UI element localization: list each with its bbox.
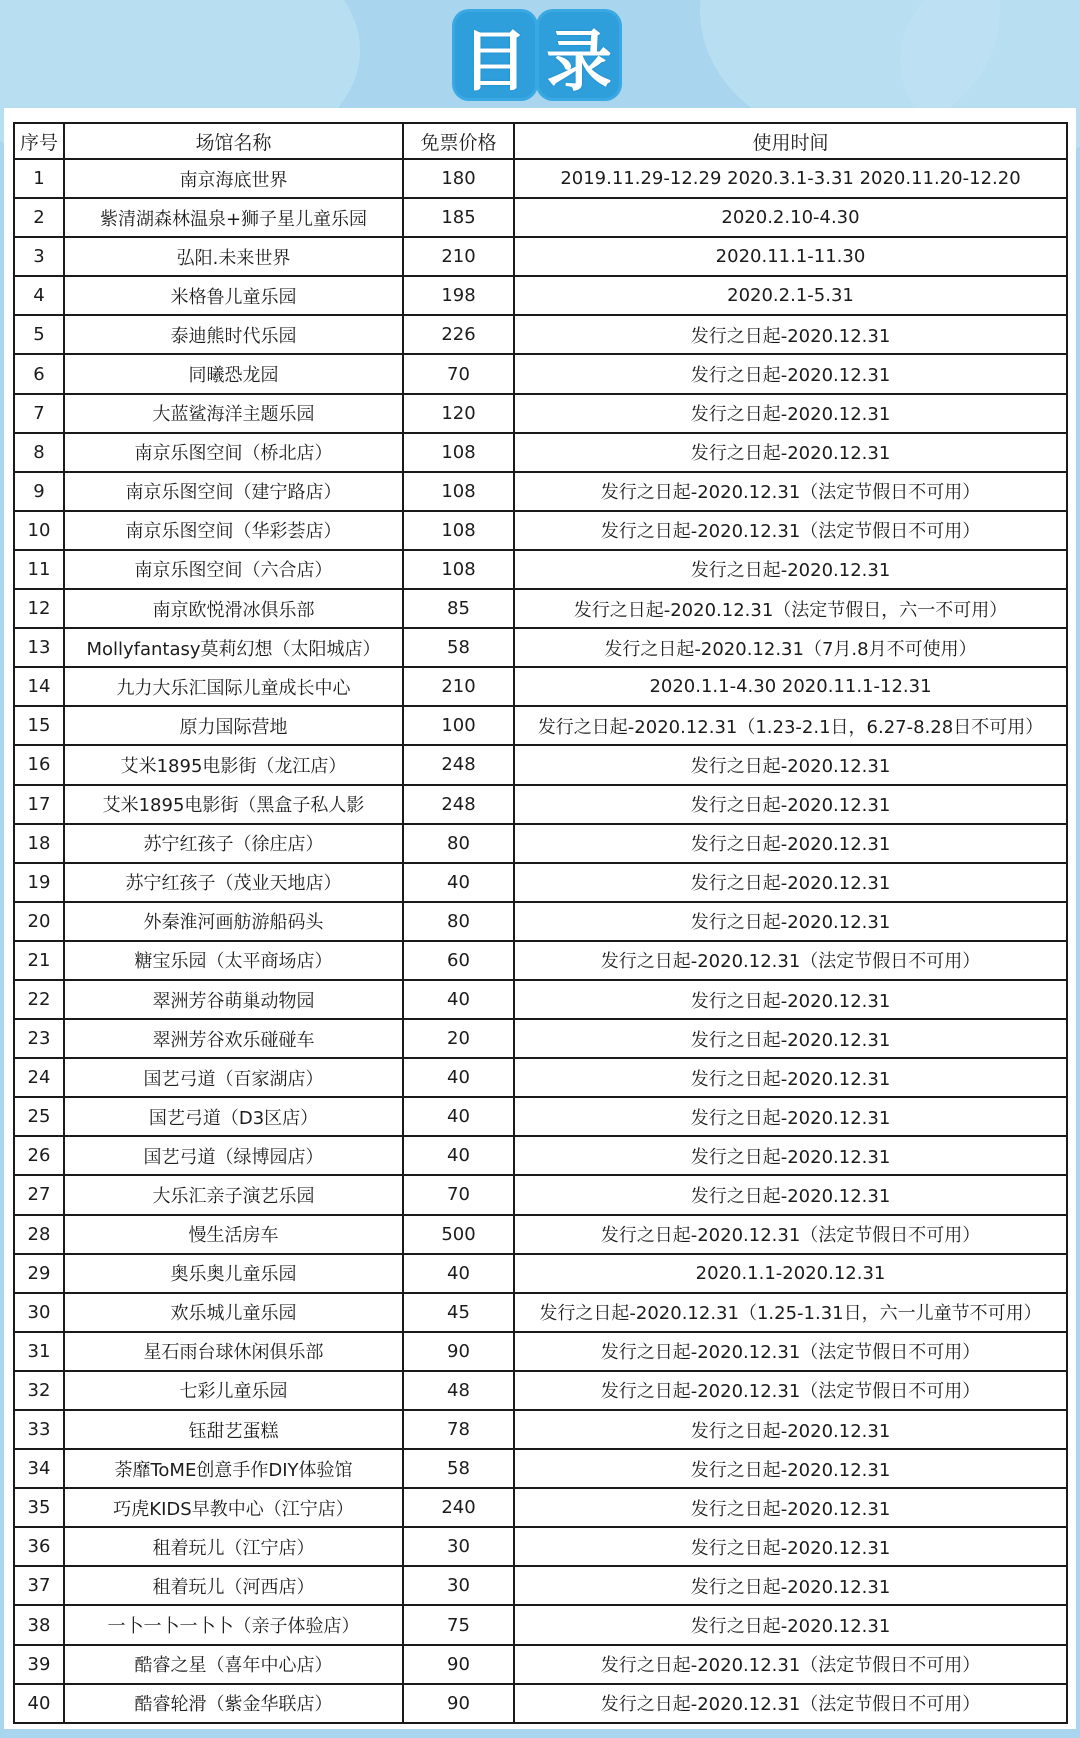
cell-venue-name: Mollyfantasy莫莉幻想（太阳城店） bbox=[64, 628, 403, 667]
table-row bbox=[14, 1645, 1067, 1684]
cell-venue-name: 翠洲芳谷萌巢动物园 bbox=[64, 980, 403, 1019]
cell-index: 13 bbox=[14, 628, 64, 667]
title-char: 录 bbox=[539, 12, 619, 98]
cell-usage-period: 发行之日起-2020.12.31 bbox=[514, 1136, 1067, 1175]
cell-index: 35 bbox=[14, 1488, 64, 1527]
cell-venue-name: 奥乐奥儿童乐园 bbox=[64, 1254, 403, 1293]
cell-venue-name: 国艺弓道（D3区店） bbox=[64, 1097, 403, 1136]
cell-venue-name: 弘阳.未来世界 bbox=[64, 237, 403, 276]
table-row bbox=[14, 1566, 1067, 1605]
cell-usage-period: 2020.11.1-11.30 bbox=[514, 237, 1067, 276]
cell-venue-name: 南京欧悦滑冰俱乐部 bbox=[64, 589, 403, 628]
cell-index: 29 bbox=[14, 1254, 64, 1293]
cell-venue-name: 米格鲁儿童乐园 bbox=[64, 276, 403, 315]
cell-index: 30 bbox=[14, 1293, 64, 1332]
cell-venue-name: 艾米1895电影街（黑盒子私人影 bbox=[64, 785, 403, 824]
cell-venue-name: 同曦恐龙园 bbox=[64, 354, 403, 393]
content-panel bbox=[4, 108, 1076, 1729]
cell-venue-name: 九力大乐汇国际儿童成长中心 bbox=[64, 667, 403, 706]
cell-usage-period: 发行之日起-2020.12.31 bbox=[514, 1019, 1067, 1058]
cell-usage-period: 发行之日起-2020.12.31 bbox=[514, 785, 1067, 824]
cell-index: 25 bbox=[14, 1097, 64, 1136]
cell-index: 3 bbox=[14, 237, 64, 276]
cell-price: 210 bbox=[403, 667, 514, 706]
cell-price: 58 bbox=[403, 628, 514, 667]
cell-venue-name: 苏宁红孩子（徐庄店） bbox=[64, 824, 403, 863]
cell-price: 20 bbox=[403, 1019, 514, 1058]
table-row bbox=[14, 824, 1067, 863]
cell-price: 40 bbox=[403, 1097, 514, 1136]
cell-usage-period: 发行之日起-2020.12.31 bbox=[514, 550, 1067, 589]
cell-venue-name: 艾米1895电影街（龙江店） bbox=[64, 745, 403, 784]
table-row bbox=[14, 1097, 1067, 1136]
cell-venue-name: 原力国际营地 bbox=[64, 706, 403, 745]
cell-index: 16 bbox=[14, 745, 64, 784]
cell-index: 24 bbox=[14, 1058, 64, 1097]
cell-index: 23 bbox=[14, 1019, 64, 1058]
cell-price: 248 bbox=[403, 745, 514, 784]
title-char: 目 bbox=[455, 12, 535, 98]
cell-price: 210 bbox=[403, 237, 514, 276]
cell-price: 40 bbox=[403, 1136, 514, 1175]
table-row bbox=[14, 1019, 1067, 1058]
cell-price: 185 bbox=[403, 198, 514, 237]
table-row bbox=[14, 1293, 1067, 1332]
table-row bbox=[14, 706, 1067, 745]
cell-venue-name: 翠洲芳谷欢乐碰碰车 bbox=[64, 1019, 403, 1058]
cell-price: 90 bbox=[403, 1332, 514, 1371]
cell-usage-period: 2020.1.1-4.30 2020.11.1-12.31 bbox=[514, 667, 1067, 706]
table-row bbox=[14, 198, 1067, 237]
table-row bbox=[14, 902, 1067, 941]
table-row bbox=[14, 550, 1067, 589]
cell-usage-period: 发行之日起-2020.12.31（法定节假日不可用） bbox=[514, 1684, 1067, 1723]
cell-index: 38 bbox=[14, 1605, 64, 1644]
venue-table-body bbox=[14, 159, 1067, 1723]
venue-table bbox=[13, 122, 1068, 1724]
table-row bbox=[14, 1449, 1067, 1488]
cell-price: 48 bbox=[403, 1371, 514, 1410]
table-row bbox=[14, 1488, 1067, 1527]
table-row bbox=[14, 315, 1067, 354]
cell-usage-period: 发行之日起-2020.12.31 bbox=[514, 1566, 1067, 1605]
table-row bbox=[14, 1058, 1067, 1097]
cell-usage-period: 发行之日起-2020.12.31 bbox=[514, 1097, 1067, 1136]
cell-venue-name: 一卜一卜一卜卜（亲子体验店） bbox=[64, 1605, 403, 1644]
cell-venue-name: 租着玩儿（河西店） bbox=[64, 1566, 403, 1605]
table-row bbox=[14, 1527, 1067, 1566]
cell-index: 14 bbox=[14, 667, 64, 706]
cell-usage-period: 发行之日起-2020.12.31（7月.8月不可使用） bbox=[514, 628, 1067, 667]
cell-usage-period: 发行之日起-2020.12.31（法定节假日不可用） bbox=[514, 1215, 1067, 1254]
cell-index: 19 bbox=[14, 863, 64, 902]
cell-usage-period: 发行之日起-2020.12.31（法定节假日不可用） bbox=[514, 1645, 1067, 1684]
table-row bbox=[14, 628, 1067, 667]
cell-usage-period: 发行之日起-2020.12.31 bbox=[514, 902, 1067, 941]
cell-usage-period: 发行之日起-2020.12.31 bbox=[514, 1058, 1067, 1097]
cell-price: 30 bbox=[403, 1527, 514, 1566]
cell-index: 33 bbox=[14, 1410, 64, 1449]
table-row bbox=[14, 472, 1067, 511]
cell-venue-name: 租着玩儿（江宁店） bbox=[64, 1527, 403, 1566]
cell-usage-period: 2020.1.1-2020.12.31 bbox=[514, 1254, 1067, 1293]
table-row bbox=[14, 1684, 1067, 1723]
table-row bbox=[14, 980, 1067, 1019]
cell-index: 20 bbox=[14, 902, 64, 941]
cell-index: 7 bbox=[14, 394, 64, 433]
cell-index: 2 bbox=[14, 198, 64, 237]
cell-price: 70 bbox=[403, 1175, 514, 1214]
cell-venue-name: 紫清湖森林温泉+狮子星儿童乐园 bbox=[64, 198, 403, 237]
table-row bbox=[14, 237, 1067, 276]
cell-index: 9 bbox=[14, 472, 64, 511]
cell-venue-name: 荼靡ToME创意手作DIY体验馆 bbox=[64, 1449, 403, 1488]
table-row bbox=[14, 354, 1067, 393]
cell-index: 32 bbox=[14, 1371, 64, 1410]
cell-price: 108 bbox=[403, 550, 514, 589]
cell-index: 39 bbox=[14, 1645, 64, 1684]
cell-price: 90 bbox=[403, 1645, 514, 1684]
cell-venue-name: 星石雨台球休闲俱乐部 bbox=[64, 1332, 403, 1371]
table-row bbox=[14, 745, 1067, 784]
table-row bbox=[14, 785, 1067, 824]
cell-price: 40 bbox=[403, 1058, 514, 1097]
cell-usage-period: 2020.2.10-4.30 bbox=[514, 198, 1067, 237]
table-row bbox=[14, 1332, 1067, 1371]
cell-usage-period: 发行之日起-2020.12.31 bbox=[514, 1449, 1067, 1488]
column-header-free-ticket-price: 免票价格 bbox=[403, 123, 514, 159]
cell-usage-period: 发行之日起-2020.12.31（法定节假日不可用） bbox=[514, 1371, 1067, 1410]
table-row bbox=[14, 1605, 1067, 1644]
cell-price: 108 bbox=[403, 472, 514, 511]
cell-price: 248 bbox=[403, 785, 514, 824]
cell-price: 70 bbox=[403, 354, 514, 393]
cell-usage-period: 发行之日起-2020.12.31（法定节假日不可用） bbox=[514, 472, 1067, 511]
cell-index: 5 bbox=[14, 315, 64, 354]
table-row bbox=[14, 941, 1067, 980]
table-row bbox=[14, 589, 1067, 628]
table-row bbox=[14, 863, 1067, 902]
table-row bbox=[14, 433, 1067, 472]
cell-index: 6 bbox=[14, 354, 64, 393]
cell-usage-period: 发行之日起-2020.12.31（法定节假日不可用） bbox=[514, 1332, 1067, 1371]
cell-venue-name: 南京乐图空间（桥北店） bbox=[64, 433, 403, 472]
cell-usage-period: 发行之日起-2020.12.31（1.23-2.1日，6.27-8.28日不可用） bbox=[514, 706, 1067, 745]
cell-usage-period: 发行之日起-2020.12.31（1.25-1.31日，六一儿童节不可用） bbox=[514, 1293, 1067, 1332]
cell-price: 180 bbox=[403, 159, 514, 198]
table-row bbox=[14, 1175, 1067, 1214]
cell-price: 58 bbox=[403, 1449, 514, 1488]
cell-index: 26 bbox=[14, 1136, 64, 1175]
cell-price: 75 bbox=[403, 1605, 514, 1644]
cell-venue-name: 欢乐城儿童乐园 bbox=[64, 1293, 403, 1332]
cell-price: 198 bbox=[403, 276, 514, 315]
cell-price: 108 bbox=[403, 511, 514, 550]
cell-usage-period: 发行之日起-2020.12.31 bbox=[514, 1175, 1067, 1214]
cell-usage-period: 发行之日起-2020.12.31 bbox=[514, 980, 1067, 1019]
cell-usage-period: 发行之日起-2020.12.31 bbox=[514, 354, 1067, 393]
cell-usage-period: 发行之日起-2020.12.31 bbox=[514, 1605, 1067, 1644]
cell-index: 37 bbox=[14, 1566, 64, 1605]
cell-price: 108 bbox=[403, 433, 514, 472]
cell-index: 4 bbox=[14, 276, 64, 315]
cell-venue-name: 酷睿之星（喜年中心店） bbox=[64, 1645, 403, 1684]
cell-venue-name: 南京乐图空间（华彩荟店） bbox=[64, 511, 403, 550]
cell-usage-period: 2019.11.29-12.29 2020.3.1-3.31 2020.11.20-12.20 bbox=[514, 159, 1067, 198]
cell-price: 85 bbox=[403, 589, 514, 628]
cell-usage-period: 发行之日起-2020.12.31 bbox=[514, 315, 1067, 354]
cell-price: 240 bbox=[403, 1488, 514, 1527]
cell-venue-name: 国艺弓道（百家湖店） bbox=[64, 1058, 403, 1097]
cell-venue-name: 南京海底世界 bbox=[64, 159, 403, 198]
cell-index: 15 bbox=[14, 706, 64, 745]
cell-venue-name: 外秦淮河画舫游船码头 bbox=[64, 902, 403, 941]
cell-usage-period: 发行之日起-2020.12.31 bbox=[514, 824, 1067, 863]
cell-venue-name: 七彩儿童乐园 bbox=[64, 1371, 403, 1410]
cell-index: 18 bbox=[14, 824, 64, 863]
cell-usage-period: 发行之日起-2020.12.31（法定节假日，六一不可用） bbox=[514, 589, 1067, 628]
cell-index: 40 bbox=[14, 1684, 64, 1723]
cell-price: 226 bbox=[403, 315, 514, 354]
cell-index: 1 bbox=[14, 159, 64, 198]
table-row bbox=[14, 667, 1067, 706]
cell-venue-name: 糖宝乐园（太平商场店） bbox=[64, 941, 403, 980]
cell-price: 100 bbox=[403, 706, 514, 745]
cell-index: 10 bbox=[14, 511, 64, 550]
cell-index: 31 bbox=[14, 1332, 64, 1371]
cell-usage-period: 发行之日起-2020.12.31 bbox=[514, 863, 1067, 902]
cell-price: 90 bbox=[403, 1684, 514, 1723]
table-row bbox=[14, 1136, 1067, 1175]
cell-price: 120 bbox=[403, 394, 514, 433]
cell-usage-period: 发行之日起-2020.12.31 bbox=[514, 1488, 1067, 1527]
cell-index: 36 bbox=[14, 1527, 64, 1566]
cell-usage-period: 发行之日起-2020.12.31 bbox=[514, 1410, 1067, 1449]
cell-price: 40 bbox=[403, 980, 514, 1019]
page-header bbox=[0, 0, 1080, 108]
table-row bbox=[14, 1254, 1067, 1293]
cell-venue-name: 大蓝鲨海洋主题乐园 bbox=[64, 394, 403, 433]
column-header-usage-period: 使用时间 bbox=[514, 123, 1067, 159]
cell-venue-name: 钰甜艺蛋糕 bbox=[64, 1410, 403, 1449]
cell-price: 500 bbox=[403, 1215, 514, 1254]
cell-index: 22 bbox=[14, 980, 64, 1019]
table-row bbox=[14, 511, 1067, 550]
table-row bbox=[14, 1371, 1067, 1410]
cell-index: 27 bbox=[14, 1175, 64, 1214]
cell-index: 8 bbox=[14, 433, 64, 472]
cell-price: 30 bbox=[403, 1566, 514, 1605]
cell-usage-period: 2020.2.1-5.31 bbox=[514, 276, 1067, 315]
cell-venue-name: 慢生活房车 bbox=[64, 1215, 403, 1254]
cell-venue-name: 苏宁红孩子（茂业天地店） bbox=[64, 863, 403, 902]
cell-usage-period: 发行之日起-2020.12.31 bbox=[514, 394, 1067, 433]
page-title bbox=[455, 12, 623, 98]
cell-price: 45 bbox=[403, 1293, 514, 1332]
cell-venue-name: 南京乐图空间（建宁路店） bbox=[64, 472, 403, 511]
cell-usage-period: 发行之日起-2020.12.31 bbox=[514, 1527, 1067, 1566]
cell-index: 28 bbox=[14, 1215, 64, 1254]
cell-price: 78 bbox=[403, 1410, 514, 1449]
cell-index: 12 bbox=[14, 589, 64, 628]
table-row bbox=[14, 159, 1067, 198]
cell-index: 11 bbox=[14, 550, 64, 589]
table-row bbox=[14, 1215, 1067, 1254]
cell-venue-name: 泰迪熊时代乐园 bbox=[64, 315, 403, 354]
column-header-venue-name: 场馆名称 bbox=[64, 123, 403, 159]
table-row bbox=[14, 1410, 1067, 1449]
cell-price: 40 bbox=[403, 1254, 514, 1293]
cell-venue-name: 巧虎KIDS早教中心（江宁店） bbox=[64, 1488, 403, 1527]
table-row bbox=[14, 276, 1067, 315]
cell-price: 40 bbox=[403, 863, 514, 902]
cell-venue-name: 大乐汇亲子演艺乐园 bbox=[64, 1175, 403, 1214]
cell-price: 60 bbox=[403, 941, 514, 980]
table-row bbox=[14, 394, 1067, 433]
cell-price: 80 bbox=[403, 824, 514, 863]
cell-venue-name: 酷睿轮滑（紫金华联店） bbox=[64, 1684, 403, 1723]
cell-index: 21 bbox=[14, 941, 64, 980]
cell-index: 17 bbox=[14, 785, 64, 824]
cell-usage-period: 发行之日起-2020.12.31 bbox=[514, 433, 1067, 472]
column-header-index: 序号 bbox=[14, 123, 64, 159]
cell-usage-period: 发行之日起-2020.12.31（法定节假日不可用） bbox=[514, 511, 1067, 550]
cell-venue-name: 南京乐图空间（六合店） bbox=[64, 550, 403, 589]
cell-usage-period: 发行之日起-2020.12.31（法定节假日不可用） bbox=[514, 941, 1067, 980]
cell-index: 34 bbox=[14, 1449, 64, 1488]
cell-usage-period: 发行之日起-2020.12.31 bbox=[514, 745, 1067, 784]
table-header-row bbox=[14, 123, 1067, 159]
cell-venue-name: 国艺弓道（绿博园店） bbox=[64, 1136, 403, 1175]
cell-price: 80 bbox=[403, 902, 514, 941]
